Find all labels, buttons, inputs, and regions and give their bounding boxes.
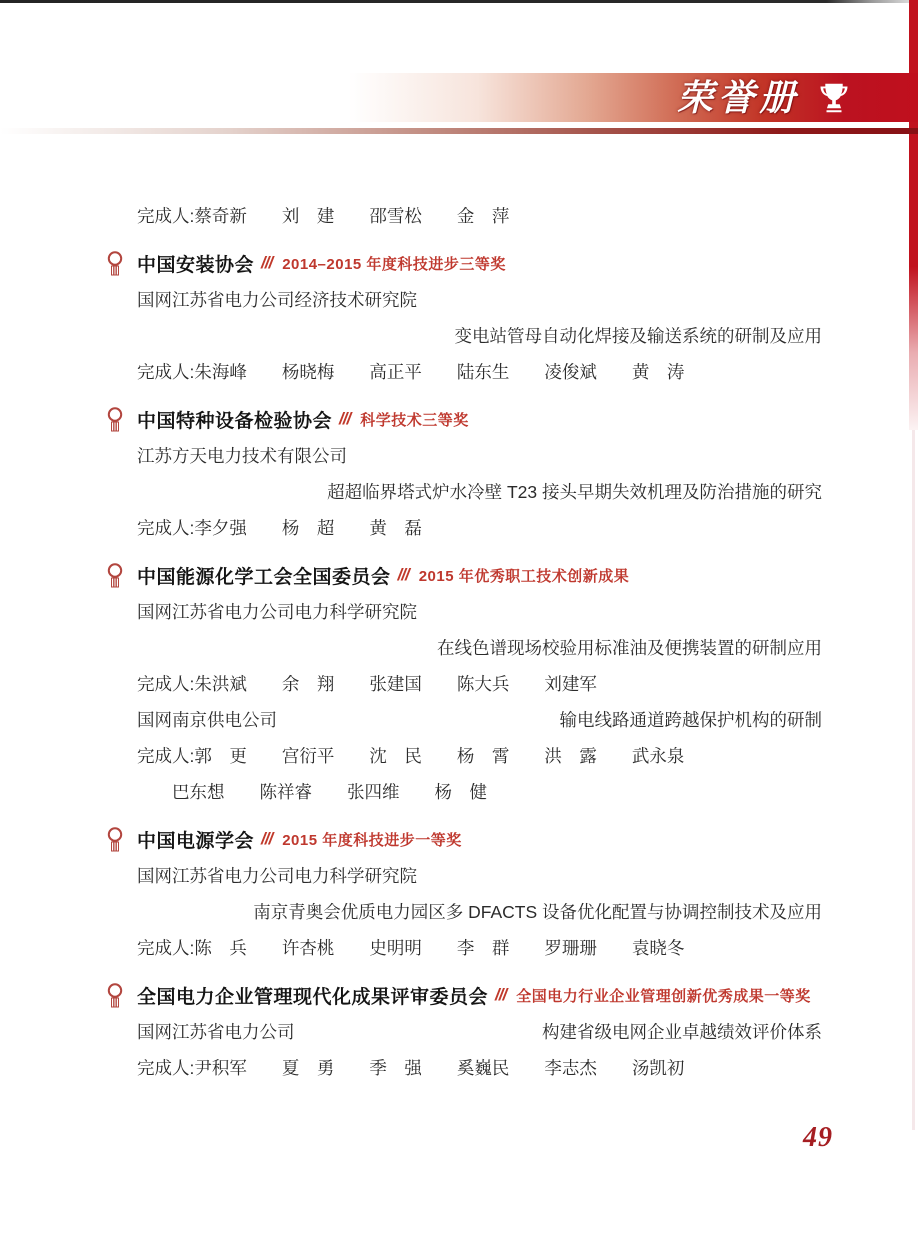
medal-icon xyxy=(107,562,123,590)
right-edge-faint-strip xyxy=(912,430,915,1130)
page-number: 49 xyxy=(803,1122,833,1153)
award-title: 2015 年优秀职工技术创新成果 xyxy=(418,567,630,585)
section-header xyxy=(137,401,822,437)
completers-line: 完成人:郭 更 宫衍平 沈 民 杨 霄 洪 露 武永泉 xyxy=(137,745,685,766)
completers-line-continued: 巴东想 陈祥睿 张四维 杨 健 xyxy=(172,781,487,802)
medal-icon xyxy=(107,982,123,1010)
project-name: 输电线路通道跨越保护机构的研制 xyxy=(559,709,822,730)
completers-line: 完成人:尹积军 夏 勇 季 强 奚巍民 李志杰 汤凯初 xyxy=(137,1057,685,1078)
section-header xyxy=(137,245,822,281)
award-section-5 xyxy=(137,977,822,1085)
org-name: 中国能源化学工会全国委员会 xyxy=(137,566,391,588)
award-title: 2014–2015 年度科技进步三等奖 xyxy=(282,255,506,273)
right-edge-red-strip xyxy=(909,0,918,430)
completers-line: 完成人:李夕强 杨 超 黄 磊 xyxy=(137,517,422,538)
completers-line: 完成人:陈 兵 许杏桃 史明明 李 群 罗珊珊 袁晓冬 xyxy=(137,937,685,958)
top-border-line xyxy=(0,0,918,3)
company-line: 国网江苏省电力公司电力科学研究院 xyxy=(137,865,417,886)
project-line: 南京青奥会优质电力园区多 DFACTS 设备优化配置与协调控制技术及应用 xyxy=(253,901,822,922)
slashes-icon: /// xyxy=(261,253,273,272)
page-title: 荣誉册 xyxy=(676,77,800,118)
section-header xyxy=(137,557,822,593)
trophy-icon xyxy=(816,80,852,116)
slashes-icon: /// xyxy=(397,565,409,584)
medal-icon xyxy=(107,250,123,278)
org-name: 中国安装协会 xyxy=(137,254,255,276)
completers-line: 完成人:蔡奇新 刘 建 邵雪松 金 萍 xyxy=(137,205,510,226)
award-section-4 xyxy=(137,821,822,965)
project-line: 变电站管母自动化焊接及输送系统的研制及应用 xyxy=(454,325,822,346)
header-rule-line xyxy=(0,128,918,134)
award-section-2 xyxy=(137,401,822,545)
company-project-row xyxy=(137,701,822,737)
award-title: 全国电力行业企业管理创新优秀成果一等奖 xyxy=(516,987,811,1005)
org-name: 中国特种设备检验协会 xyxy=(137,410,333,432)
section-header xyxy=(137,821,822,857)
slashes-icon: /// xyxy=(261,829,273,848)
slashes-icon: /// xyxy=(495,985,507,1004)
company-line: 国网江苏省电力公司电力科学研究院 xyxy=(137,601,417,622)
org-name: 中国电源学会 xyxy=(137,830,255,852)
project-line: 超超临界塔式炉水冷壁 T23 接头早期失效机理及防治措施的研究 xyxy=(327,481,822,502)
header-band xyxy=(0,73,918,122)
medal-icon xyxy=(107,826,123,854)
company-line: 江苏方天电力技术有限公司 xyxy=(137,445,347,466)
completers-line: 完成人:朱洪斌 余 翔 张建国 陈大兵 刘建军 xyxy=(137,673,597,694)
project-name: 构建省级电网企业卓越绩效评价体系 xyxy=(542,1021,822,1042)
award-section-1 xyxy=(137,245,822,389)
project-line: 在线色谱现场校验用标准油及便携装置的研制应用 xyxy=(437,637,822,658)
page-content xyxy=(137,197,822,1085)
slashes-icon: /// xyxy=(339,409,351,428)
award-title: 2015 年度科技进步一等奖 xyxy=(282,831,462,849)
completers-line: 完成人:朱海峰 杨晓梅 高正平 陆东生 凌俊斌 黄 涛 xyxy=(137,361,685,382)
company-project-row xyxy=(137,1013,822,1049)
company-line: 国网江苏省电力公司经济技术研究院 xyxy=(137,289,417,310)
award-title: 科学技术三等奖 xyxy=(360,411,469,429)
section-header xyxy=(137,977,822,1013)
medal-icon xyxy=(107,406,123,434)
org-name: 全国电力企业管理现代化成果评审委员会 xyxy=(137,986,489,1008)
company-name: 国网南京供电公司 xyxy=(137,709,277,730)
company-name: 国网江苏省电力公司 xyxy=(137,1021,295,1042)
award-section-3 xyxy=(137,557,822,809)
